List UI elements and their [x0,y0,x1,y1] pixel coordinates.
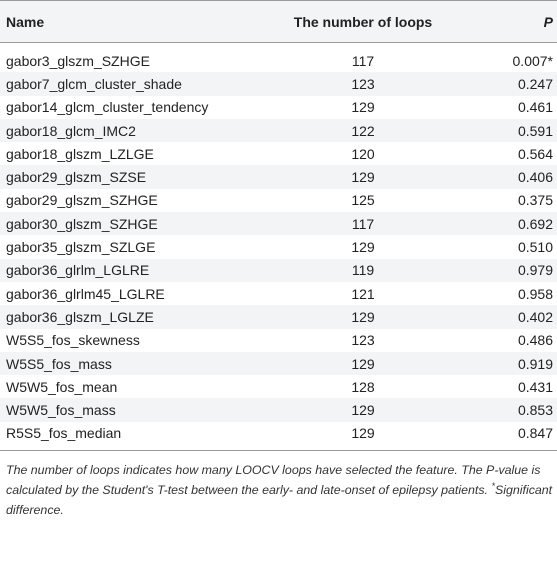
cell-p: 0.853 [468,398,557,421]
cell-p: 0.247 [468,72,557,95]
table-body [0,43,557,451]
table-row [0,212,557,235]
cell-loops: 129 [258,398,468,421]
footnote-text: The number of loops indicates how many LOOCV loops have selected the feature. The P-value is calculated by the Student's T-test between the early- and late-onset of epilepsy patients. [6,463,541,498]
cell-name: gabor18_glszm_LZLGE [6,145,154,162]
cell-loops: 128 [351,378,375,395]
cell-p: 0.958 [517,285,553,302]
cell-name: W5S5_fos_mass [0,352,258,375]
cell-name: W5W5_fos_mass [0,398,258,421]
cell-p: 0.007* [512,52,553,69]
table-row [0,165,557,188]
cell-loops: 121 [351,285,375,302]
cell-loops: 129 [351,99,375,116]
table-header [0,1,557,43]
cell-name: gabor14_glcm_cluster_tendency [6,99,209,116]
cell-p: 0.919 [468,352,557,375]
table-row [0,422,557,451]
table-row [0,329,557,352]
cell-loops: 123 [258,72,468,95]
cell-p: 0.692 [468,212,557,235]
cell-loops: 117 [258,212,468,235]
cell-loops: 122 [258,119,468,142]
cell-name: gabor7_glcm_cluster_shade [0,72,258,95]
cell-name: gabor3_glszm_SZHGE [6,52,150,69]
cell-name: gabor36_glrlm_LGLRE [0,259,258,282]
cell-p: 0.461 [517,99,553,116]
table-row [0,305,557,328]
cell-name: gabor30_glszm_SZHGE [0,212,258,235]
cell-name: gabor29_glszm_SZHGE [6,192,158,209]
cell-p: 0.486 [517,332,553,349]
table-row [0,189,557,212]
table-row [0,352,557,375]
cell-loops: 123 [351,332,375,349]
table-row [0,72,557,95]
cell-loops: 129 [258,165,468,188]
cell-loops: 129 [258,352,468,375]
cell-name: W5W5_fos_mean [6,378,118,395]
cell-loops: 129 [258,305,468,328]
table-row [0,119,557,142]
cell-p: 0.431 [517,378,553,395]
cell-p: 0.510 [517,239,553,256]
cell-loops: 125 [351,192,375,209]
table-row [0,96,557,119]
header-loops: The number of loops [258,1,468,43]
table-row [0,235,557,258]
header-name: Name [0,1,258,43]
footnote-marker-text: Significant difference. [6,483,553,518]
cell-p: 0.402 [468,305,557,328]
cell-loops: 120 [351,145,375,162]
cell-loops: 117 [351,52,375,69]
cell-loops: 129 [258,422,468,451]
cell-p: 0.375 [517,192,553,209]
header-row [0,1,557,43]
table-row [0,142,557,165]
cell-loops: 119 [258,259,468,282]
cell-name: gabor36_glszm_LGLZE [0,305,258,328]
cell-name: W5S5_fos_skewness [6,332,140,349]
table-row [0,259,557,282]
table-row [0,43,557,73]
cell-p: 0.591 [468,119,557,142]
cell-name: gabor36_glrlm45_LGLRE [6,285,165,302]
header-p: P [468,1,557,43]
cell-loops: 129 [351,239,375,256]
cell-name: gabor35_glszm_SZLGE [6,239,156,256]
table-row [0,375,557,398]
cell-name: gabor29_glszm_SZSE [0,165,258,188]
table-row [0,398,557,421]
table-footnote [0,451,554,520]
table-row [0,282,557,305]
cell-name: gabor18_glcm_IMC2 [0,119,258,142]
cell-name: R5S5_fos_median [0,422,258,451]
cell-p: 0.847 [468,422,557,451]
cell-p: 0.406 [468,165,557,188]
footnote-marker: * [491,480,495,491]
cell-p: 0.979 [468,259,557,282]
cell-p: 0.564 [517,145,553,162]
